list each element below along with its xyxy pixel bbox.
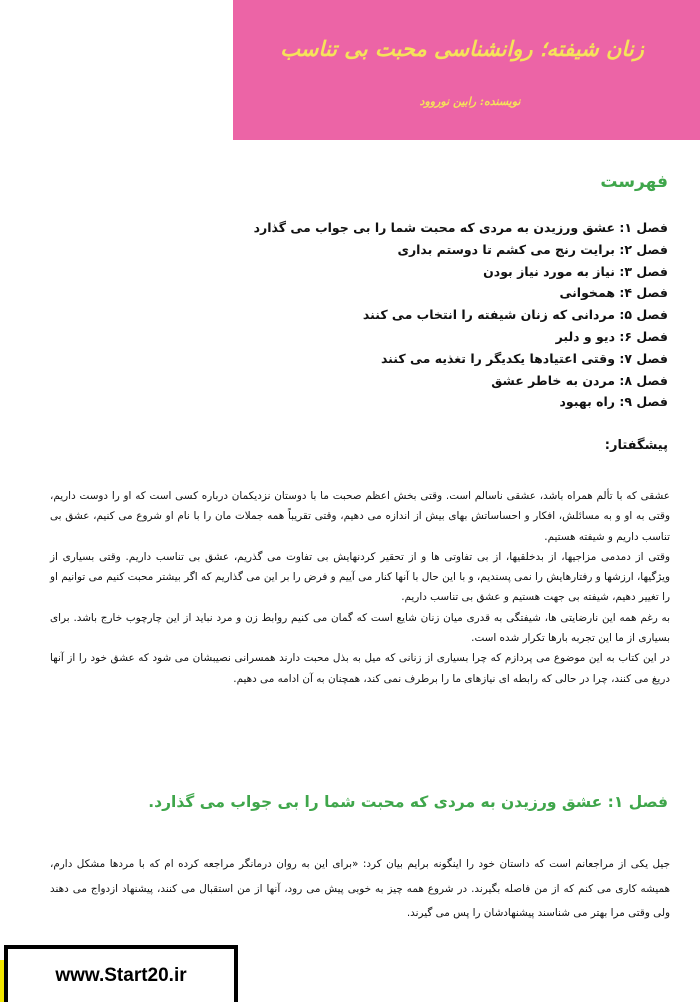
- chapter-body: جیل یکی از مراجعانم است که داستان خود را اینگونه برایم بیان کرد: «برای این به روان درمانگر مراجعه کرده ام که با مردها مشکل دارم، همیشه کاری می کنم که از من فاصله بگیرند. در شروع همه چیز به خوبی پیش می رود، آنها از من استقبال می کنند، پیشنهاد ازدواج می دهند ولی وقتی مرا بهتر می شناسند پیشنهادشان را پس می گیرند.: [50, 858, 670, 919]
- chapter-heading: فصل ۱: عشق ورزیدن به مردی که محبت شما را بی جواب می گذارد.: [148, 793, 668, 811]
- table-of-contents: [108, 217, 668, 413]
- toc-item: فصل ۸: مردن به خاطر عشق: [491, 372, 668, 388]
- toc-item: فصل ۵: مردانی که زنان شیفته را انتخاب می کنند: [362, 307, 668, 323]
- preface-body: [50, 486, 670, 689]
- watermark-box: [4, 945, 238, 1002]
- toc-heading: فهرست: [600, 172, 668, 192]
- toc-item: فصل ۷: وقتی اعتیادها یکدیگر را تغذیه می کنند: [380, 350, 668, 366]
- book-title: زنان شیفته؛ روانشناسی محبت بی تناسب: [280, 36, 644, 61]
- toc-item: فصل ۹: راه بهبود: [559, 394, 668, 410]
- preface-paragraph: در این کتاب به این موضوع می پردازم که چرا بسیاری از زنانی که میل به بذل محبت دارند همسرانی نصیبشان می شود که عشق خود را از آنها دریغ می کنند، چرا در حالی که رابطه ای نیازهای ما را برطرف نمی کند، همچنان به آن ادامه می دهیم.: [50, 652, 670, 685]
- preface-paragraph: عشقی که با تألم همراه باشد، عشقی ناسالم است. وقتی بخش اعظم صحبت ما با دوستان نزدیکمان درباره کسی است که او را دوست داریم، وقتی به او و به مسائلش، افکار و احساساتش بهای بیش از اندازه می دهیم، وقتی تقریباً همه جملات مان را با نام او شروع می کنیم، عشق بی تناسب داریم و شیفته هستیم.: [50, 490, 670, 543]
- book-author: نویسنده: رابین نوروود: [419, 95, 521, 108]
- toc-item: فصل ۳: نیاز به مورد نیاز بودن: [483, 263, 668, 279]
- watermark-text: www.Start20.ir: [55, 964, 187, 986]
- toc-item: فصل ۲: برایت رنج می کشم تا دوستم بداری: [397, 241, 668, 257]
- preface-paragraph: به رغم همه این نارضایتی ها، شیفتگی به قدری میان زنان شایع است که گمان می کنیم روابط زن و مرد نباید از این چارچوب خارج باشد. برای بسیاری از ما این تجربه بارها تکرار شده است.: [50, 611, 670, 645]
- preface-paragraph: وقتی از دمدمی مزاجیها، از بدخلقیها، از بی تفاوتی ها و از تحقیر کردنهایش بی تفاوت می گذریم، عشق بی تناسب داریم. وقتی بسیاری از ویژگیها، ارزشها و رفتارهایش را نمی پسندیم، و با این حال با آنها کنار می آییم و فرض را بر این می گذاریم که اگر بیشتر محبت کنیم می توانیم او را تغییر دهیم، شیفته بی جهت هستیم و عشق بی تناسب داریم.: [50, 550, 670, 604]
- toc-item: فصل ۱: عشق ورزیدن به مردی که محبت شما را بی جواب می گذارد: [253, 220, 668, 235]
- cover-banner: [233, 0, 700, 140]
- toc-item: فصل ۴: همخوانی: [559, 285, 668, 301]
- toc-item: فصل ۶: دیو و دلبر: [555, 328, 668, 344]
- preface-heading: پیشگفتار:: [604, 438, 668, 453]
